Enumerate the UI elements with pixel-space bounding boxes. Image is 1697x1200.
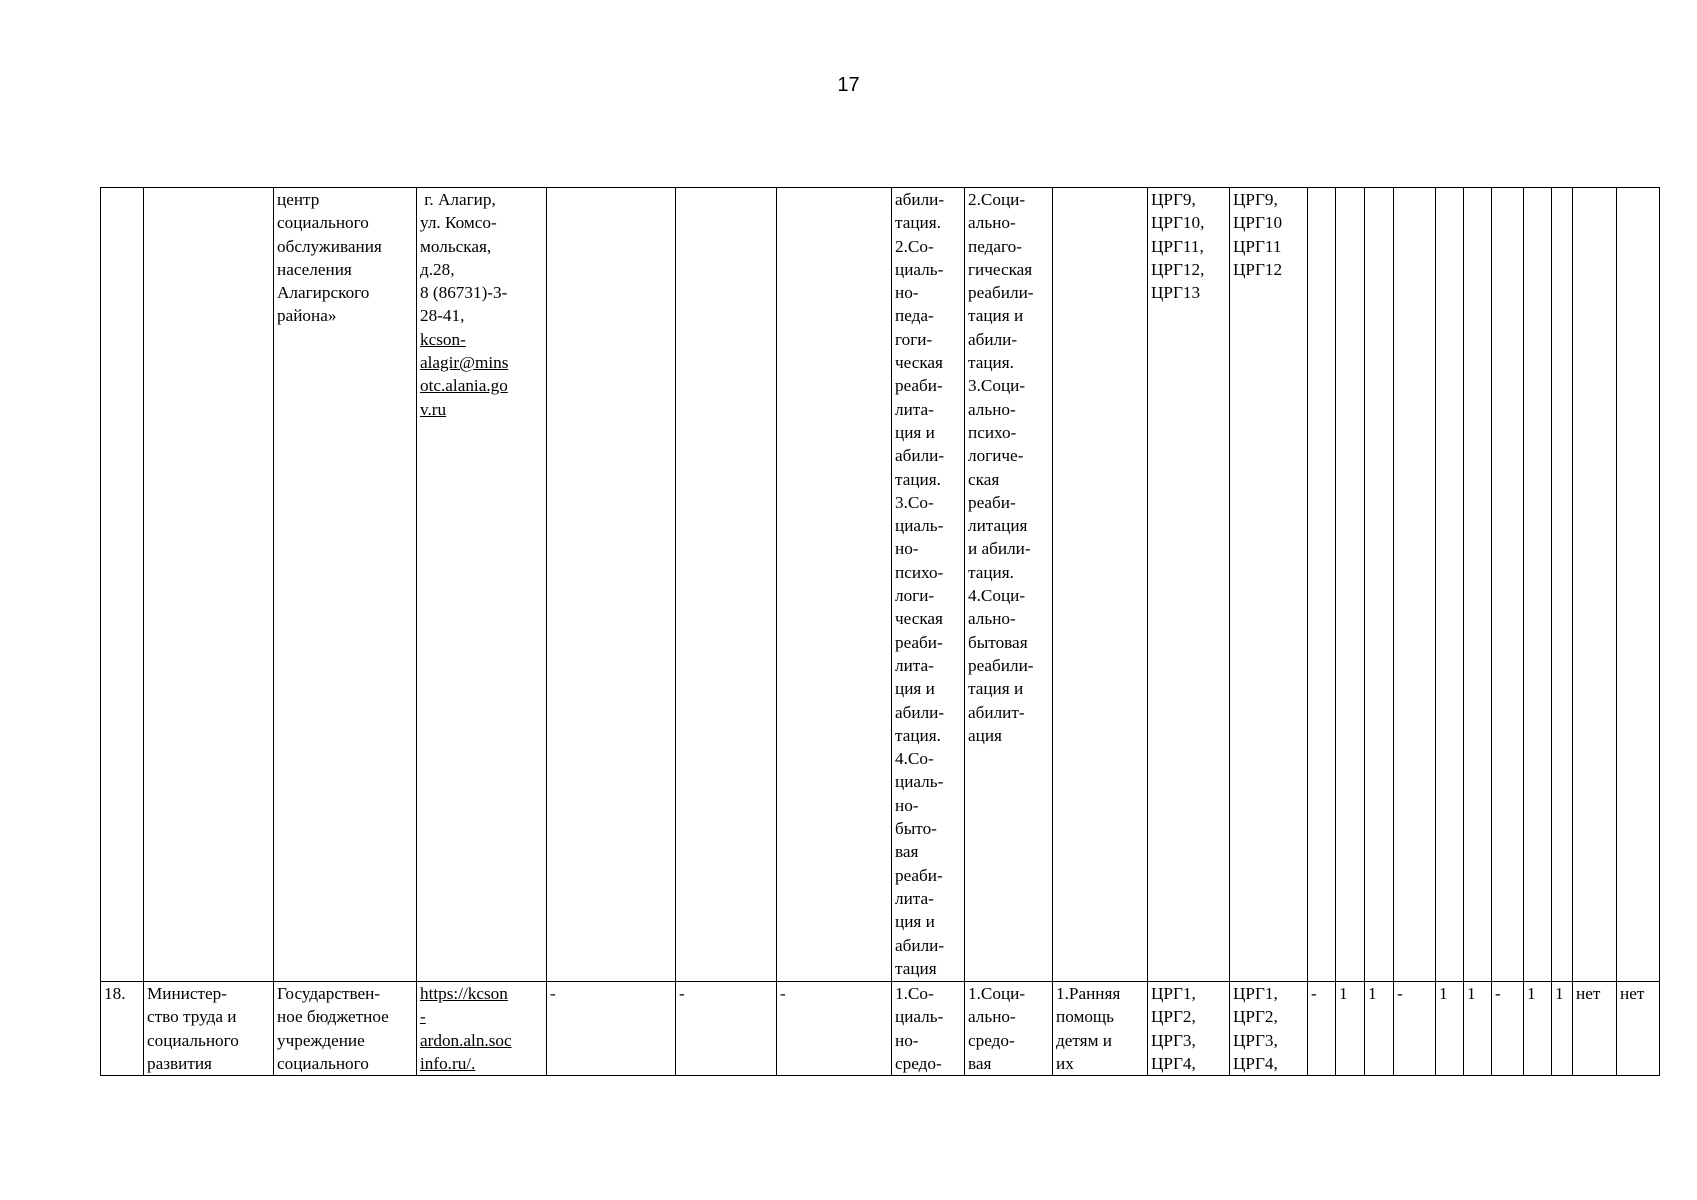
cell-ministry: Министер- ство труда и социального развития [144,982,274,1076]
table-row [101,188,1660,982]
cell-col-13: - [1308,982,1336,1076]
address-text: г. Алагир, ул. Комсо- мольская, д.28, 8 (86731)-3- 28-41, [420,190,508,326]
cell-col-7 [777,188,892,982]
cell-address [417,982,547,1076]
cell-col-16 [1394,188,1436,982]
cell-col-6 [676,188,777,982]
cell-organization-name: Государствен- ное бюджетное учреждение социального [274,982,417,1076]
cell-habilitation-services: 2.Соци- ально- педаго- гическая реабили- тация и абили- тация. 3.Соци- ально- психо- логиче- ская реаби- литация и абили- тация. 4.Соци- ально- бытовая реабили- тация и абилит- ация [965,188,1053,982]
cell-col-21: 1 [1552,982,1573,1076]
cell-number: 18. [101,982,144,1076]
cell-ministry [144,188,274,982]
cell-col-5 [547,188,676,982]
cell-col-21 [1552,188,1573,982]
cell-col-20: 1 [1524,982,1552,1076]
cell-col-18 [1464,188,1492,982]
cell-number [101,188,144,982]
cell-col-14: 1 [1336,982,1365,1076]
cell-col-13 [1308,188,1336,982]
cell-col-19: - [1492,982,1524,1076]
cell-col-23 [1617,188,1660,982]
cell-col-15: 1 [1365,982,1394,1076]
cell-col-10 [1053,188,1148,982]
cell-rehab-services: 1.Со- циаль- но- средо- [892,982,965,1076]
cell-col-20 [1524,188,1552,982]
cell-col-17 [1436,188,1464,982]
cell-address [417,188,547,982]
cell-col-14 [1336,188,1365,982]
website-link[interactable]: https://kcson - ardon.aln.soc info.ru/. [420,984,512,1073]
cell-target-groups-a: ЦРГ9, ЦРГ10, ЦРГ11, ЦРГ12, ЦРГ13 [1148,188,1230,982]
page-number: 17 [837,74,860,96]
cell-col-16: - [1394,982,1436,1076]
cell-col-19 [1492,188,1524,982]
cell-col-15 [1365,188,1394,982]
email-link[interactable]: kcson- alagir@mins otc.alania.go v.ru [420,329,509,419]
services-table [100,187,1660,1076]
cell-organization-name: центр социального обслуживания населения Алагирского района» [274,188,417,982]
cell-col-22: нет [1573,982,1617,1076]
cell-col-6: - [676,982,777,1076]
cell-habilitation-services: 1.Соци- ально- средо- вая [965,982,1053,1076]
cell-target-groups-b: ЦРГ9, ЦРГ10 ЦРГ11 ЦРГ12 [1230,188,1308,982]
cell-rehab-services: абили- тация. 2.Со- циаль- но- педа- гоги- ческая реаби- лита- ция и абили- тация. 3.Со- циаль- но- психо- логи- ческая реаби- лита- ция и абили- тация. 4.Со- циаль- но- быто- вая реаби- лита- ция и абили- тация [892,188,965,982]
cell-col-23: нет [1617,982,1660,1076]
cell-col-18: 1 [1464,982,1492,1076]
cell-early-help: 1.Ранняя помощь детям и их [1053,982,1148,1076]
cell-col-5: - [547,982,676,1076]
cell-col-17: 1 [1436,982,1464,1076]
cell-col-7: - [777,982,892,1076]
cell-target-groups-a: ЦРГ1, ЦРГ2, ЦРГ3, ЦРГ4, [1148,982,1230,1076]
cell-col-22 [1573,188,1617,982]
table-row [101,982,1660,1076]
cell-target-groups-b: ЦРГ1, ЦРГ2, ЦРГ3, ЦРГ4, [1230,982,1308,1076]
